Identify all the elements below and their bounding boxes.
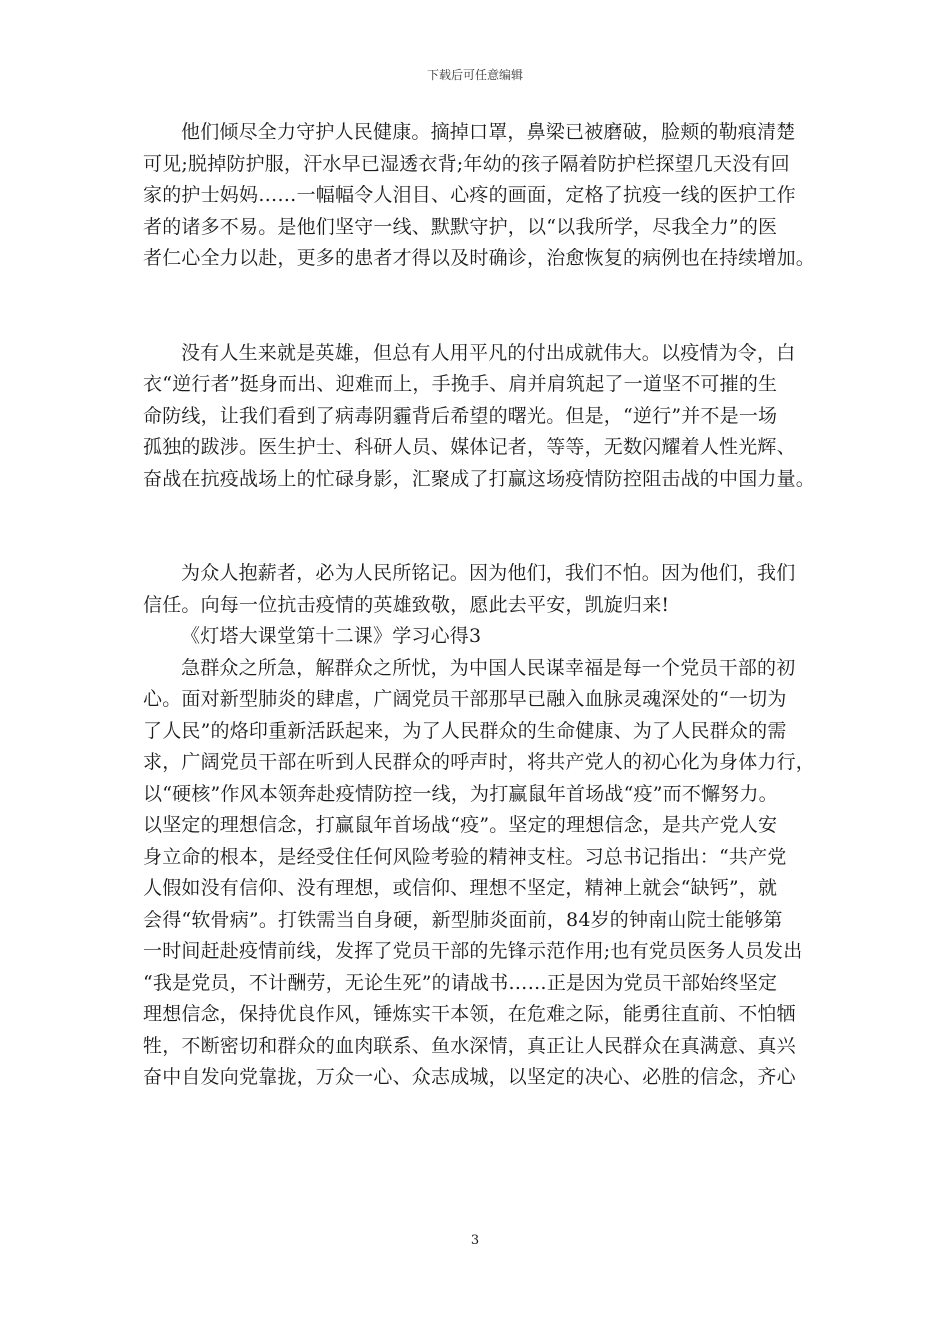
paragraph-1: [143, 117, 843, 275]
text-line: 者的诸多不易。是他们坚守一线、默默守护，以“以我所学，尽我全力”的医: [143, 215, 778, 238]
paragraph-2: [143, 338, 843, 496]
text-line: 衣“逆行者”挺身而出、迎难而上，手挽手、肩并肩筑起了一道坚不可摧的生: [143, 373, 778, 395]
text-line: 家的护士妈妈……一幅幅令人泪目、心疼的画面，定格了抗疫一线的医护工作: [143, 184, 796, 206]
paragraph-spacer: [143, 527, 843, 559]
text-line: 心。面对新型肺炎的肆虐，广阔党员干部那早已融入血脉灵魂深处的“一切为: [143, 688, 787, 710]
text-line: 孤独的跋涉。医生护士、科研人员、媒体记者，等等，无数闪耀着人性光辉、: [143, 436, 796, 458]
text-line: 牲，不断密切和群众的血肉联系、鱼水深情，真正让人民群众在真满意、真兴: [143, 1034, 796, 1057]
page-header: 下载后可任意编辑: [426, 68, 523, 82]
text-line: 一时间赶赴疫情前线，发挥了党员干部的先锋示范作用;也有党员医务人员发出: [143, 940, 803, 962]
text-line: 信任。向每一位抗击疫情的英雄致敬，愿此去平安，凯旋归来!: [143, 593, 670, 616]
text-line: 为众人抱薪者，必为人民所铭记。因为他们，我们不怕。因为他们，我们: [181, 562, 796, 584]
text-line: 身立命的根本，是经受住任何风险考验的精神支柱。习总书记指出：“共产党: [143, 845, 787, 868]
text-line: “我是党员，不计酬劳，无论生死”的请战书……正是因为党员干部始终坚定: [143, 971, 778, 994]
text-line: 以“硬核”作风本领奔赴疫情防控一线，为打赢鼠年首场战“疫”而不懈努力。: [143, 782, 778, 805]
text-line: 以坚定的理想信念，打赢鼠年首场战“疫”。坚定的理想信念，是共产党人安: [143, 814, 778, 836]
text-line: 者仁心全力以赴，更多的患者才得以及时确诊，治愈恢复的病例也在持续增加。: [143, 247, 816, 269]
paragraph-spacer: [143, 275, 843, 307]
text-line: 他们倾尽全力守护人民健康。摘掉口罩，鼻梁已被磨破，脸颊的勒痕清楚: [181, 121, 796, 143]
paragraph-spacer: [143, 306, 843, 338]
section-heading: [143, 621, 843, 653]
paragraph-spacer: [143, 495, 843, 527]
text-line: 求，广阔党员干部在听到人民群众的呼声时，将共产党人的初心化为身体力行，: [143, 751, 816, 773]
text-line: 人假如没有信仰、没有理想，或信仰、理想不坚定，精神上就会“缺钙”，就: [143, 877, 778, 899]
text-line: 了人民”的烙印重新活跃起来，为了人民群众的生命健康、为了人民群众的需: [143, 719, 787, 742]
text-line: 奋中自发向党靠拢，万众一心、众志成城，以坚定的决心、必胜的信念，齐心: [143, 1066, 796, 1088]
text-line: 理想信念，保持优良作风，锤炼实干本领，在危难之际，能勇往直前、不怕牺: [143, 1003, 796, 1025]
paragraph-3: [143, 558, 843, 621]
page-number: 3: [470, 1233, 480, 1248]
text-line: 没有人生来就是英雄，但总有人用平凡的付出成就伟大。以疫情为令，白: [181, 341, 796, 364]
text-line: 命防线，让我们看到了病毒阴霾背后希望的曙光。但是，“逆行”并不是一场: [143, 404, 778, 427]
paragraph-5: [143, 653, 843, 1094]
text-line: 急群众之所急，解群众之所忧，为中国人民谋幸福是每一个党员干部的初: [181, 656, 796, 679]
document-body: [143, 117, 843, 1094]
text-line: 可见;脱掉防护服，汗水早已湿透衣背;年幼的孩子隔着防护栏探望几天没有回: [143, 152, 790, 175]
text-line: 会得“软骨病”。打铁需当自身硬，新型肺炎面前，84岁的钟南山院士能够第: [143, 908, 783, 931]
text-line: 奋战在抗疫战场上的忙碌身影，汇聚成了打赢这场疫情防控阻击战的中国力量。: [143, 467, 816, 490]
section-title: 《灯塔大课堂第十二课》学习心得3: [181, 625, 482, 647]
